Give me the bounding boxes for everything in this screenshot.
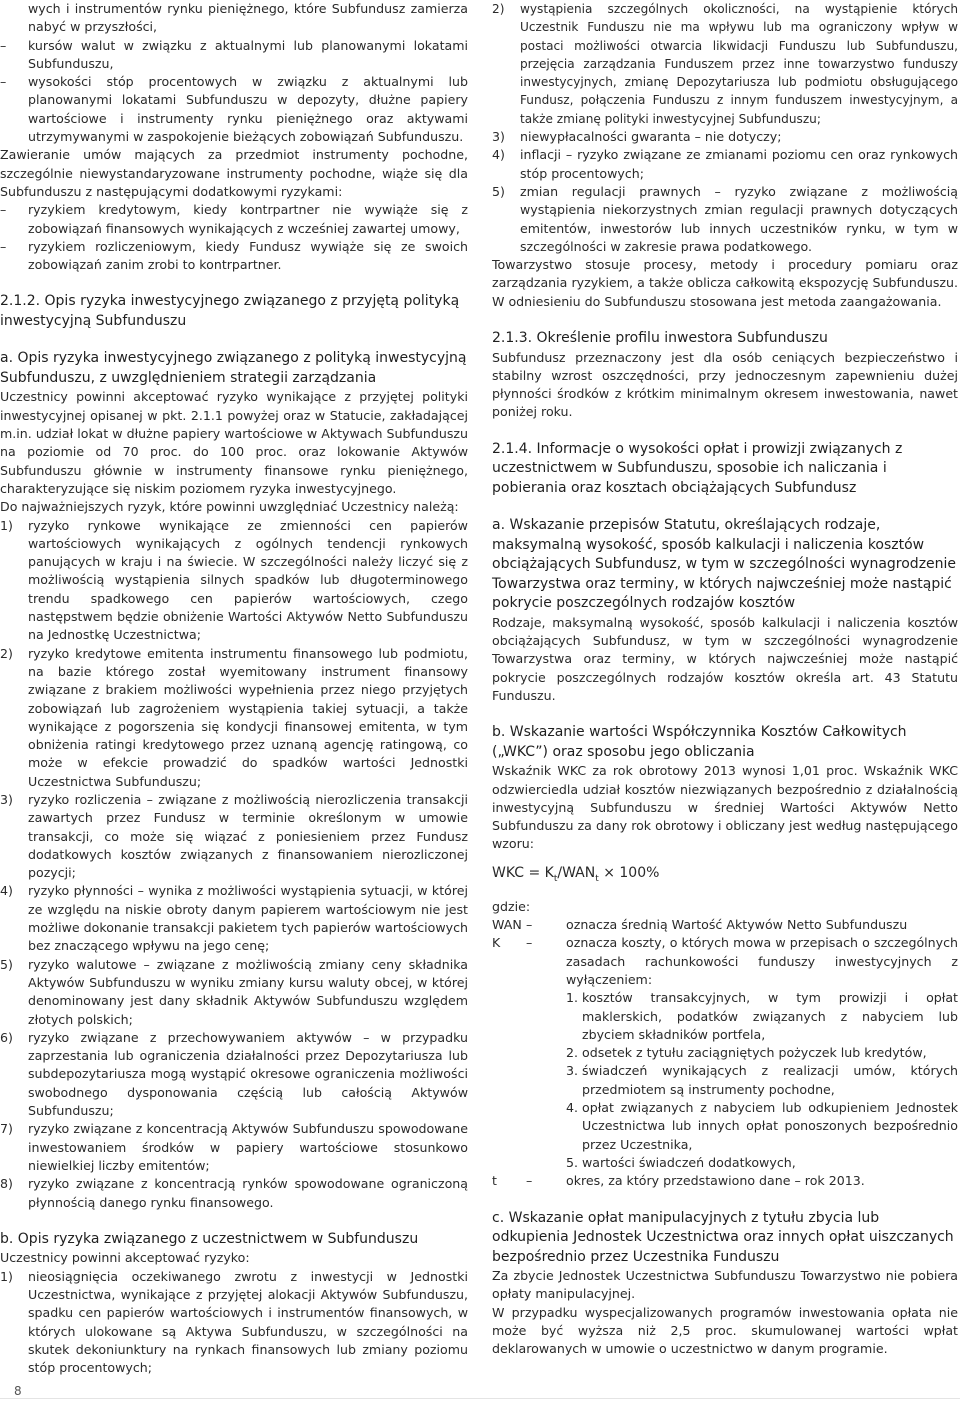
left-column: [0, 0, 468, 1377]
paragraph: wych i instrumentów rynku pieniężnego, które Subfundusz zamierza nabyć w przyszłości,: [28, 1, 468, 35]
footer-rule: [0, 1398, 960, 1399]
exclusions-list: [492, 989, 958, 1172]
list-item: 5) ryzyko walutowe – związane z możliwością zmiany ceny składnika Aktywów Subfunduszu w wyniku zmiany kursu waluty obcej, w której denominowany jest dany składnik Aktywów Subfunduszu względem złotych polskich;: [0, 956, 468, 1029]
section-heading: 2.1.2. Opis ryzyka inwestycyjnego związanego z przyjętą polityką inwestycyjną Subfunduszu: [0, 293, 460, 329]
definition-row: t – okres, za który przedstawiono dane – rok 2013.: [492, 1173, 865, 1189]
list-item: 4) ryzyko płynności – wynika z możliwości wystąpienia sytuacji, w której ze względu na niskie obroty danym papierem wartościowym nie jest możliwe dokonanie transakcji pakietem tych papierów wartościowych bez znaczącego wpływu na jego cenę;: [0, 882, 468, 955]
page-number: 8: [14, 1384, 22, 1398]
paragraph: Uczestnicy powinni akceptować ryzyko wynikające z przyjętej polityki inwestycyjnej opisanej w pkt. 2.1.1 powyżej oraz w Statucie, zakładającej m.in. udział lokat w dłużne papiery wartościowe w Aktywach Subfunduszu na poziomie od 70 proc. do 100 proc. oraz lokowanie Aktywów Subfunduszu głównie w instrumenty finansowe rynku pieniężnego, charakteryzujące się niskim poziomem ryzyka inwestycyjnego.: [0, 389, 468, 496]
list-item: 5. wartości świadczeń dodatkowych,: [566, 1154, 796, 1170]
paragraph: Wskaźnik WKC za rok obrotowy 2013 wynosi 1,01 proc. Wskaźnik WKC odzwierciedla udział kosztów niezwiązanych bezpośrednio z działalnością inwestycyjną Subfunduszu w średniej Wartości Aktywów Netto Subfunduszu za dany rok obrotowy i obliczany jest według następującego wzoru:: [492, 763, 958, 852]
list-item-text: ryzykiem kredytowym, kiedy kontrpartner nie wywiąże się z zobowiązań finansowych wynikających z wcześniej zawartej umowy,: [28, 202, 468, 236]
right-column: [492, 0, 958, 1359]
definition-row: WAN – oznacza średnią Wartość Aktywów Netto Subfunduszu: [492, 917, 908, 933]
formula-legend-label: gdzie:: [492, 898, 531, 914]
numbered-list: [0, 517, 468, 1212]
paragraph: Uczestnicy powinni akceptować ryzyko:: [0, 1250, 250, 1266]
wkc-formula: WKC = $K_t/WAN_t \times 100\%$: [492, 864, 660, 884]
paragraph: Rodzaje, maksymalną wysokość, sposób kalkulacji i naliczenia kosztów obciążających Subfundusz, w tym w szczególności wynagrodzenie Towarzystwa oraz terminy, w których najwcześniej może nastąpić pokrycie poszczególnych rodzajów kosztów określa art. 43 Statutu Funduszu.: [492, 614, 958, 703]
list-item-text: ryzyko związane z koncentracją Aktywów Subfunduszu spowodowane inwestowaniem środków w papiery wartościowe stosunkowo niewielkiej liczby emitentów;: [28, 1121, 468, 1173]
list-item: 1) nieosiągnięcia oczekiwanego zwrotu z inwestycji w Jednostki Uczestnictwa, wynikające z przyjętej alokacji Aktywów Subfunduszu, spadku cen papierów wartościowych i instrumentów finansowych, w których ulokowane są Aktywa Subfunduszu, w szczególności na skutek dekoniunktury na rynkach finansowych lub zmiany poziomu stóp procentowych;: [0, 1268, 468, 1378]
list-item-text: wystąpienia szczególnych okoliczności, na wystąpienie których Uczestnik Funduszu nie ma wpływu lub ma ograniczony wpływ w postaci możliwości otwarcia likwidacji Funduszu lub Subfunduszu, przejęcia zarządzania Funduszem przez inne towarzystwo funduszy inwestycyjnych, zmianę Depozytariusza lub podmiotu obsługującego Fundusz, połączenia Funduszu z innym funduszem inwestycyjnym, a także zmianę polityki inwestycyjnej Subfunduszu;: [520, 2, 958, 126]
list-item-text: ryzyko rynkowe wynikające ze zmienności cen papierów wartościowych wynikających z ogólnych tendencji rynkowych panujących w kraju i na świecie. W szczególności należy liczyć się z możliwością wystąpienia silnych spadków lub długoterminowego trendu spadkowego cen papierów wartościowych, czego następstwem będzie obniżenie Wartości Aktywów Netto Subfunduszu na Jednostkę Uczestnictwa;: [28, 517, 468, 643]
section-heading: 2.1.3. Określenie profilu inwestora Subfunduszu: [492, 330, 828, 347]
list-item: 2) wystąpienia szczególnych okoliczności, na wystąpienie których Uczestnik Funduszu nie ma wpływu lub ma ograniczony wpływ w postaci możliwości otwarcia likwidacji Funduszu lub Subfunduszu, przejęcia zarządzania Funduszem przez inne towarzystwo funduszy inwestycyjnych, zmianę Depozytariusza lub podmiotu obsługującego Fundusz, połączenia Funduszu z innym funduszem inwestycyjnym, a także zmianę polityki inwestycyjnej Subfunduszu;: [492, 0, 958, 128]
subsection-heading: a. Opis ryzyka inwestycyjnego związanego z polityką inwestycyjną Subfunduszu, z uwzględnieniem strategii zarządzania: [0, 350, 467, 386]
list-item-text: nieosiągnięcia oczekiwanego zwrotu z inwestycji w Jednostki Uczestnictwa, wynikające z przyjętej alokacji Aktywów Subfunduszu, spadku cen papierów wartościowych i instrumentów finansowych, w których ulokowane są Aktywa Subfunduszu, w szczególności na skutek dekoniunktury na rynkach finansowych lub zmiany poziomu stóp procentowych;: [28, 1268, 468, 1376]
list-item: – ryzykiem kredytowym, kiedy kontrpartner nie wywiąże się z zobowiązań finansowych wynikających z wcześniej zawartej umowy,: [0, 201, 468, 238]
list-item: 1) ryzyko rynkowe wynikające ze zmienności cen papierów wartościowych wynikających z ogólnych tendencji rynkowych panujących w kraju i na świecie. W szczególności należy liczyć się z możliwością wystąpienia silnych spadków lub długoterminowego trendu spadkowego cen papierów wartościowych, czego następstwem będzie obniżenie Wartości Aktywów Netto Subfunduszu na Jednostkę Uczestnictwa;: [0, 517, 468, 645]
list-item-text: ryzykiem rozliczeniowym, kiedy Fundusz wywiąże się ze swoich zobowiązań zanim zrobi to kontrpartner.: [28, 238, 468, 273]
list-item: – kursów walut w związku z aktualnymi lub planowanymi lokatami Subfunduszu,: [0, 37, 468, 74]
paragraph: Za zbycie Jednostek Uczestnictwa Subfunduszu Towarzystwo nie pobiera opłaty manipulacyjnej.: [492, 1268, 958, 1302]
paragraph: Towarzystwo stosuje procesy, metody i procedury pomiaru oraz zarządzania ryzykiem, a także oblicza całkowitą ekspozycję Subfunduszu. W odniesieniu do Subfunduszu stosowana jest metoda zaangażowania.: [492, 257, 958, 309]
definition-row: K – oznacza koszty, o których mowa w przepisach o szczególnych zasadach rachunkowości funduszy inwestycyjnych z wyłączeniem:: [492, 935, 958, 987]
list-item: 5) zmian regulacji prawnych – ryzyko związane z możliwością wystąpienia niekorzystnych zmian regulacji prawnych dotyczących emitentów, inwestorów lub innych uczestników rynku, w tym w szczególności w zakresie prawa podatkowego.: [492, 183, 958, 256]
subsection-heading: b. Wskazanie wartości Współczynnika Kosztów Całkowitych („WKC”) oraz sposobu jego obliczania: [492, 724, 907, 760]
list-item-text: ryzyko związane z koncentracją rynków spowodowane ograniczoną płynnością danego rynku finansowego.: [28, 1176, 468, 1210]
list-item: 4. opłat związanych z nabyciem lub odkupieniem Jednostek Uczestnictwa lub innych opłat ponoszonych bezpośrednio przez Uczestnika,: [566, 1100, 958, 1152]
list-item-text: wysokości stóp procentowych w związku z aktualnymi lub planowanymi lokatami Subfunduszu w depozyty, dłużne papiery wartościowe i instrumenty rynku pieniężnego oraz aktywami utrzymywanymi w zaspokojenie bieżących zobowiązań Subfunduszu.: [28, 74, 468, 145]
list-item-text: ryzyko walutowe – związane z możliwością zmiany ceny składnika Aktywów Subfunduszu w wyniku zmiany kursu waluty obcej, w której denominowany jest dany składnik Aktywów Subfunduszu względem złotych polskich;: [28, 956, 468, 1027]
list-item: 3) ryzyko rozliczenia – związane z możliwością nierozliczenia transakcji zawartych przez Fundusz w terminie określonym w umowie transakcji, co może się wiązać z poniesieniem przez Fundusz dodatkowych kosztów związanych z finansowaniem nierozliczonej pozycji;: [0, 791, 468, 882]
paragraph: Do najważniejszych ryzyk, które powinni uwzględniać Uczestnicy należą:: [0, 499, 459, 515]
subsection-heading: c. Wskazanie opłat manipulacyjnych z tytułu zbycia lub odkupienia Jednostek Uczestnictwa oraz innych opłat uiszczanych bezpośrednio przez Uczestnika Funduszu: [492, 1209, 954, 1265]
list-item: 3. świadczeń wynikających z realizacji umów, których przedmiotem są instrumenty pochodne,: [566, 1063, 958, 1097]
section-heading: 2.1.4. Informacje o wysokości opłat i prowizji związanych z uczestnictwem w Subfunduszu, sposobie ich naliczania i pobierania oraz kosztach obciążających Subfundusz: [492, 440, 903, 496]
list-item: 8) ryzyko związane z koncentracją rynków spowodowane ograniczoną płynnością danego rynku finansowego.: [0, 1175, 468, 1212]
list-item-text: zmian regulacji prawnych – ryzyko związane z możliwością wystąpienia niekorzystnych zmian regulacji prawnych dotyczących emitentów, inwestorów lub innych uczestników rynku, w tym w szczególności w zakresie prawa podatkowego.: [520, 183, 958, 254]
list-item-text: niewypłacalności gwaranta – nie dotyczy;: [520, 129, 782, 145]
list-item-text: ryzyko rozliczenia – związane z możliwością nierozliczenia transakcji zawartych przez Fundusz w terminie określonym w umowie transakcji, co może się wiązać z poniesieniem przez Fundusz dodatkowych kosztów związanych z finansowaniem nierozliczonej pozycji;: [28, 791, 468, 881]
list-item: 2. odsetek z tytułu zaciągniętych pożyczek lub kredytów,: [566, 1045, 927, 1061]
list-item-text: ryzyko płynności – wynika z możliwości wystąpienia sytuacji, w której ze względu na niskie obroty danym papierem wartościowym nie jest możliwe dokonanie transakcji pakietem tych papierów wartościowych bez znaczącego wpływu na jego cenę;: [28, 883, 468, 954]
subsection-heading: b. Opis ryzyka związanego z uczestnictwem w Subfunduszu: [0, 1230, 419, 1247]
list-item: 4) inflacji – ryzyko związane ze zmianami poziomu cen oraz rynkowych stóp procentowych;: [492, 146, 958, 183]
list-item-text: ryzyko związane z przechowywaniem aktywów – w przypadku zaprzestania lub ograniczenia działalności przez Depozytariusza lub subdepozytariusza mogą wystąpić okresowe ograniczenia możliwości swobodnego dysponowania częścią lub całością Aktywów Subfunduszu;: [28, 1029, 468, 1119]
list-item: – ryzykiem rozliczeniowym, kiedy Fundusz wywiąże się ze swoich zobowiązań zanim zrobi to kontrpartner.: [0, 238, 468, 275]
list-item: 6) ryzyko związane z przechowywaniem aktywów – w przypadku zaprzestania lub ograniczenia działalności przez Depozytariusza lub subdepozytariusza mogą wystąpić okresowe ograniczenia możliwości swobodnego dysponowania częścią lub całością Aktywów Subfunduszu;: [0, 1029, 468, 1120]
list-item: 1. kosztów transakcyjnych, w tym prowizji i opłat maklerskich, podatków związanych z nabyciem lub zbyciem składników portfela,: [566, 990, 958, 1042]
list-item: – wysokości stóp procentowych w związku z aktualnymi lub planowanymi lokatami Subfunduszu w depozyty, dłużne papiery wartościowe i instrumenty rynku pieniężnego oraz aktywami utrzymywanymi w zaspokojenie bieżących zobowiązań Subfunduszu.: [0, 73, 468, 146]
paragraph: Zawieranie umów mających za przedmiot instrumenty pochodne, szczególnie niewystandaryzowane instrumenty pochodne, wiąże się dla Subfunduszu z następującymi dodatkowymi ryzykami:: [0, 147, 468, 199]
formula-definitions: [492, 916, 958, 989]
paragraph: Subfundusz przeznaczony jest dla osób ceniących bezpieczeństwo i stabilny wzrost oszczędności, przy jednoczesnym zapewnieniu dużej płynności środków z krótkim minimalnym okresem inwestowania, nawet poniżej roku.: [492, 349, 958, 420]
list-item-text: ryzyko kredytowe emitenta instrumentu finansowego lub podmiotu, na bazie którego został wyemitowany instrument finansowy związane z brakiem możliwości wypełnienia przez niego przyjętych zobowiązań lub zagrożeniem wystąpienia takiej sytuacji, a także wynikające z pogorszenia się kondycji finansowej emitenta, w tym obniżenia ratingi kredytowego przez uznaną agencję ratingową, co może w efekcie prowadzić do spadków wartości Jednostki Uczestnictwa Subfunduszu;: [28, 645, 468, 789]
subsection-heading: a. Wskazanie przepisów Statutu, określających rodzaje, maksymalną wysokość, sposób kalkulacji i naliczenia kosztów obciążających Subfundusz, w tym w szczególności wynagrodzenie Towarzystwa oraz terminy, w których najwcześniej może nastąpić pokrycie poszczególnych rodzajów kosztów: [492, 517, 957, 612]
paragraph: W przypadku wyspecjalizowanych programów inwestowania opłata nie może być wyższa niż 2,5 proc. skumulowanej wartości wpłat deklarowanych w umowie o uczestnictwo w danym programie.: [492, 1304, 958, 1357]
list-item: 7) ryzyko związane z koncentracją Aktywów Subfunduszu spowodowane inwestowaniem środków w papiery wartościowe stosunkowo niewielkiej liczby emitentów;: [0, 1120, 468, 1175]
list-item-text: kursów walut w związku z aktualnymi lub planowanymi lokatami Subfunduszu,: [28, 37, 468, 71]
list-item-text: inflacji – ryzyko związane ze zmianami poziomu cen oraz rynkowych stóp procentowych;: [520, 147, 958, 181]
list-item: 2) ryzyko kredytowe emitenta instrumentu finansowego lub podmiotu, na bazie którego został wyemitowany instrument finansowy związane z brakiem możliwości wypełnienia przez niego przyjętych zobowiązań lub zagrożeniem wystąpienia takiej sytuacji, a także wynikające z pogorszenia się kondycji finansowej emitenta, w tym obniżenia ratingi kredytowego przez uznaną agencję ratingową, co może w efekcie prowadzić do spadków wartości Jednostki Uczestnictwa Subfunduszu;: [0, 645, 468, 791]
list-item: 3) niewypłacalności gwaranta – nie dotyczy;: [492, 128, 958, 146]
